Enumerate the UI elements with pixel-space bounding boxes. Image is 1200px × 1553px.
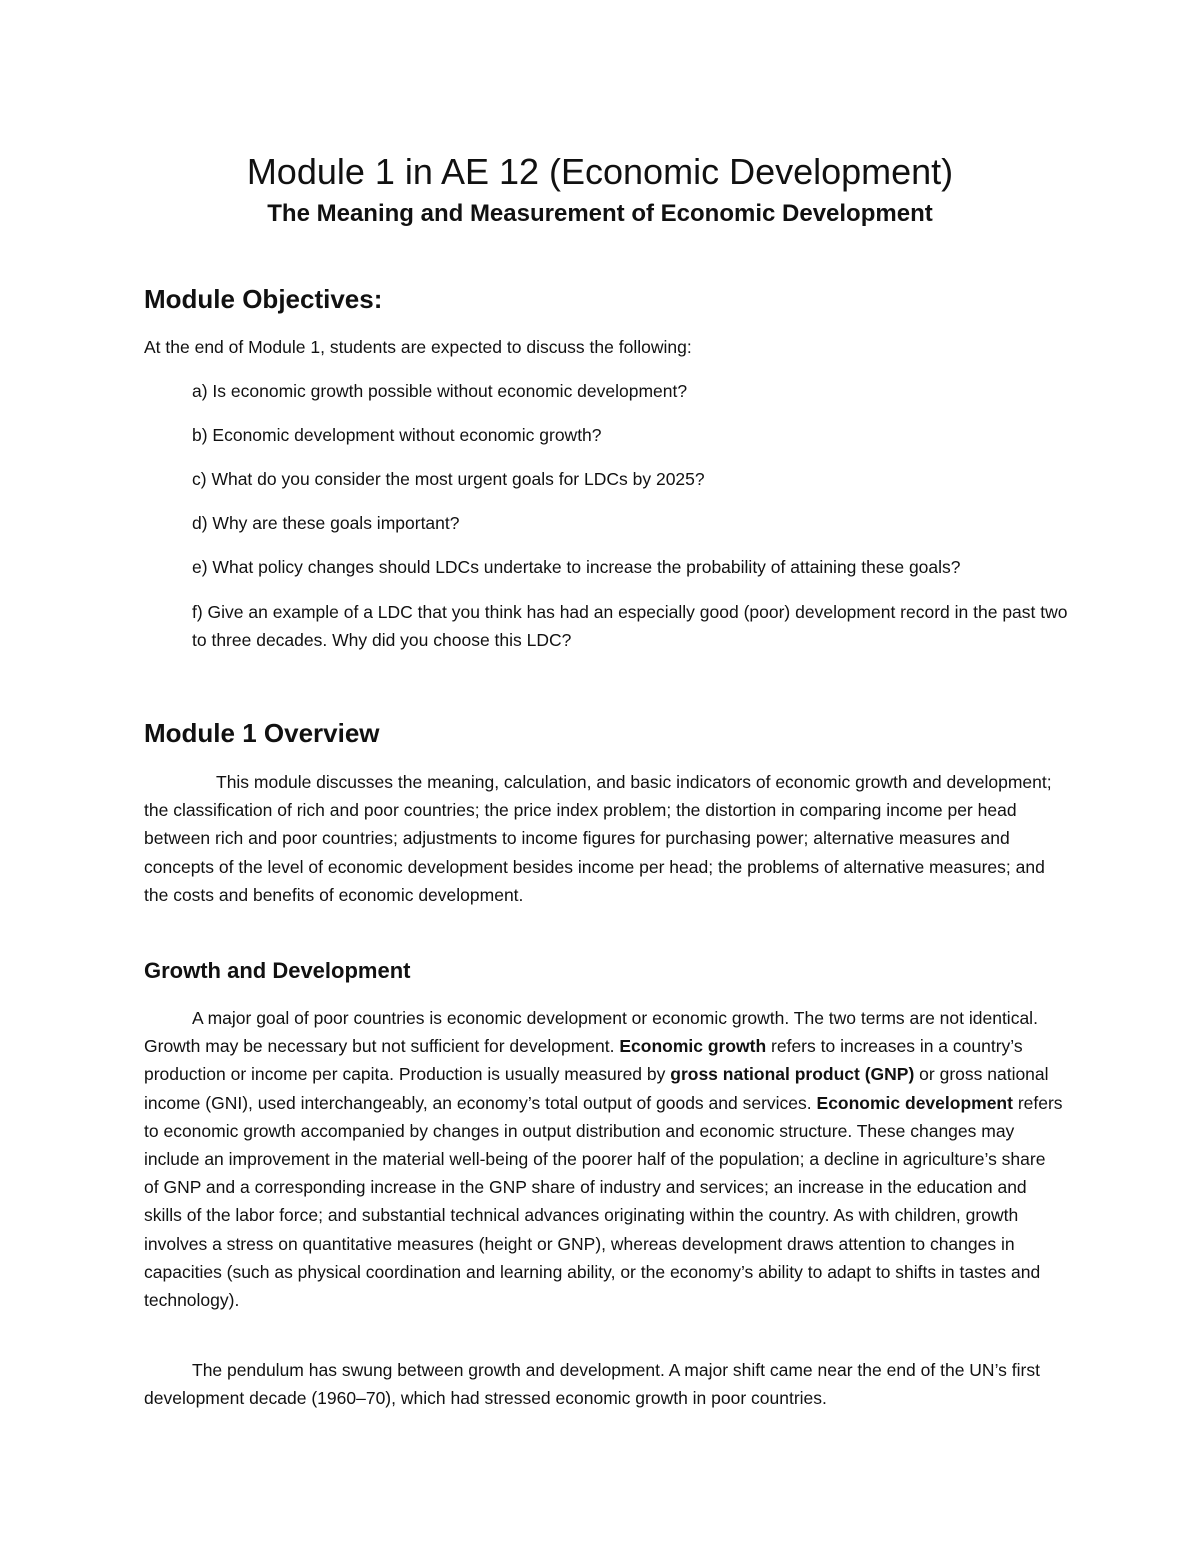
objective-item-c: c) What do you consider the most urgent goals for LDCs by 2025? — [192, 469, 705, 489]
growth-p1-text-4: refers to economic growth accompanied by changes in output distribution and economic structure. These changes may include an improvement in the material well-being of the poorer half of the population; a decline in agriculture’s share of GNP and a corresponding increase in the GNP share of industry and services; an increase in the education and skills of the labor force; and substantial technical advances originating within the country. As with children, growth involves a stress on quantitative measures (height or GNP), whereas development draws attention to changes in capacities (such as physical coordination and learning ability, or the economy’s ability to adapt to shifts in tastes and technology). — [144, 1092, 1063, 1311]
document-title: Module 1 in AE 12 (Economic Development) — [246, 151, 954, 192]
growth-p1-text-3: or gross national income (GNI), used interchangeably, an economy’s total output of goods and services. — [144, 1064, 1049, 1113]
objectives-list — [192, 378, 1072, 671]
objective-item-d: d) Why are these goals important? — [192, 513, 460, 533]
objectives-intro: At the end of Module 1, students are expected to discuss the following: — [144, 337, 692, 357]
objective-item-a: a) Is economic growth possible without economic development? — [192, 381, 688, 401]
objective-item-b: b) Economic development without economic growth? — [192, 425, 602, 445]
term-economic-growth: Economic growth — [619, 1036, 767, 1057]
objective-item-e: e) What policy changes should LDCs undertake to increase the probability of attaining these goals? — [192, 557, 961, 577]
document-subtitle: The Meaning and Measurement of Economic Development — [267, 200, 933, 227]
objectives-heading: Module Objectives: — [144, 284, 383, 314]
growth-p1-text-1: A major goal of poor countries is economic development or economic growth. The two terms are not identical. Growth may be necessary but not sufficient for development. — [144, 1008, 1038, 1057]
objective-item-f: f) Give an example of a LDC that you think has had an especially good (poor) development record in the past two to three decades. Why did you choose this LDC? — [192, 602, 1068, 650]
growth-paragraph-1 — [144, 1004, 1064, 1314]
growth-p1-text-2: refers to increases in a country’s production or income per capita. Production is usually measured by — [144, 1036, 1023, 1085]
overview-heading: Module 1 Overview — [144, 718, 380, 748]
growth-heading: Growth and Development — [144, 958, 411, 983]
growth-paragraph-2: The pendulum has swung between growth and development. A major shift came near the end of the UN’s first development decade (1960–70), which had stressed economic growth in poor countries. — [144, 1360, 1040, 1409]
term-gnp: gross national product (GNP) — [670, 1064, 915, 1085]
overview-paragraph: This module discusses the meaning, calculation, and basic indicators of economic growth and development; the classification of rich and poor countries; the price index problem; the distortion in comparing income per head between rich and poor countries; adjustments to income figures for purchasing power; alternative measures and concepts of the level of economic development besides income per head; the problems of alternative measures; and the costs and benefits of economic development. — [144, 772, 1052, 905]
term-economic-development: Economic development — [816, 1092, 1013, 1113]
